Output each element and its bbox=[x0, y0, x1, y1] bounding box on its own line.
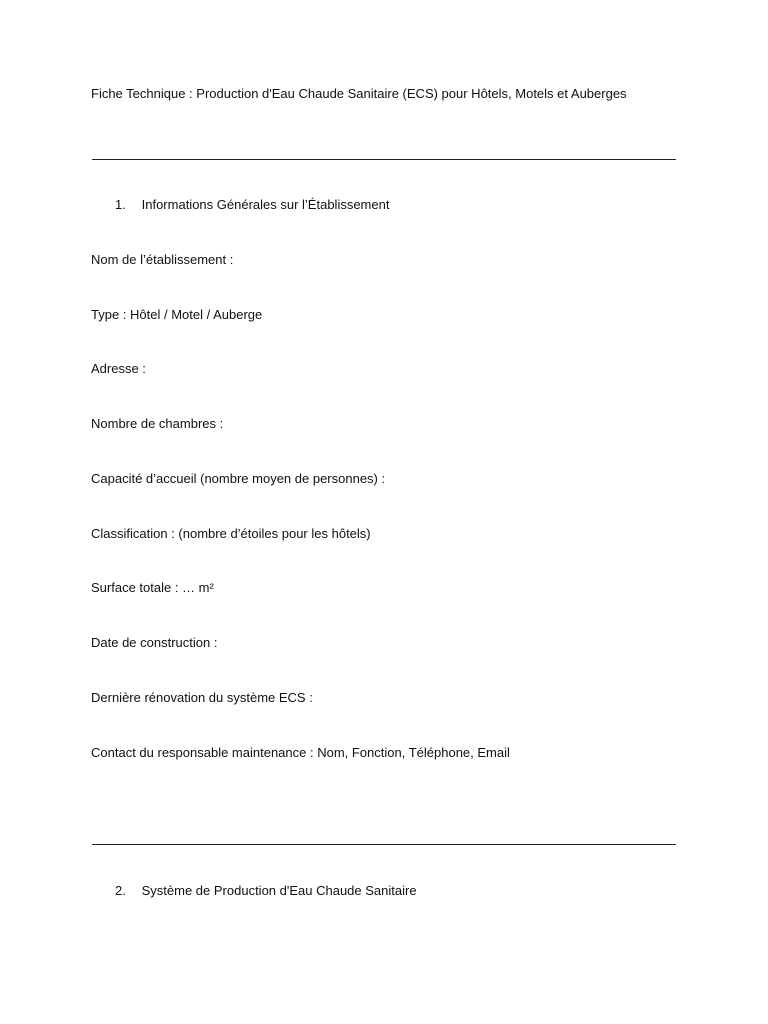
field-classification: Classification : (nombre d’étoiles pour les hôtels) bbox=[91, 526, 371, 541]
document-title: Fiche Technique : Production d'Eau Chaude Sanitaire (ECS) pour Hôtels, Motels et Auberges bbox=[91, 86, 627, 101]
section-heading-2 bbox=[115, 883, 417, 898]
field-contact-maintenance: Contact du responsable maintenance : Nom, Fonction, Téléphone, Email bbox=[91, 745, 510, 760]
section-number: 2. bbox=[115, 883, 126, 898]
field-nom-etablissement: Nom de l’établissement : bbox=[91, 252, 234, 267]
section-heading-1 bbox=[115, 197, 389, 212]
field-derniere-renovation: Dernière rénovation du système ECS : bbox=[91, 690, 313, 705]
field-date-construction: Date de construction : bbox=[91, 635, 218, 650]
field-type: Type : Hôtel / Motel / Auberge bbox=[91, 307, 263, 322]
section-number: 1. bbox=[115, 197, 126, 212]
field-surface-totale: Surface totale : … m² bbox=[91, 580, 214, 595]
horizontal-rule bbox=[92, 844, 676, 845]
field-adresse: Adresse : bbox=[91, 361, 146, 376]
field-capacite-accueil: Capacité d’accueil (nombre moyen de personnes) : bbox=[91, 471, 386, 486]
field-nombre-chambres: Nombre de chambres : bbox=[91, 416, 224, 431]
section-title: Informations Générales sur l’Établissement bbox=[141, 197, 390, 212]
horizontal-rule bbox=[92, 159, 676, 160]
section-title: Système de Production d'Eau Chaude Sanitaire bbox=[141, 883, 417, 898]
